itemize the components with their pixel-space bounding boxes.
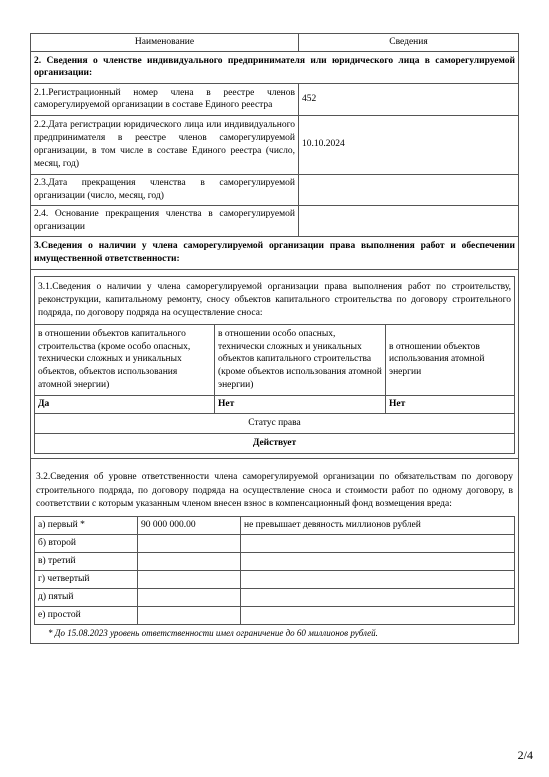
level-label: в) третий	[35, 553, 138, 571]
table-row	[31, 115, 519, 174]
level-label: б) второй	[35, 535, 138, 553]
row-value	[299, 174, 519, 205]
level-desc	[241, 553, 515, 571]
rights-title-row	[35, 276, 515, 324]
section2-title-row	[31, 51, 519, 83]
rights-values-row	[35, 395, 515, 413]
header-info: Сведения	[299, 34, 519, 52]
rights-value-1: Да	[35, 395, 215, 413]
level-label: е) простой	[35, 607, 138, 625]
level-desc	[241, 535, 515, 553]
status-value-row	[35, 433, 515, 453]
level-desc	[241, 607, 515, 625]
document-page	[30, 33, 519, 644]
level-label: г) четвертый	[35, 571, 138, 589]
subsection31-title: 3.1.Сведения о наличии у члена саморегулируемой организации права выполнения работ по строительству, реконструкции, капитальному ремонту, сносу объектов капитального строительства по договору строительного подряда, по договору подряда на осуществление сноса:	[35, 276, 515, 324]
rights-value-2: Нет	[215, 395, 386, 413]
level-label: д) пятый	[35, 589, 138, 607]
rights-col-2: в отношении особо опасных, технически сложных и уникальных объектов капитального строительства (кроме объектов использования атомной энергии)	[215, 324, 386, 395]
subsection32-row	[31, 458, 519, 643]
level-amount	[138, 535, 241, 553]
row-label: 2.2.Дата регистрации юридического лица или индивидуального предпринимателя в реестре членов саморегулируемой организации, в том числе в составе Единого реестра (число, месяц, год)	[31, 115, 299, 174]
level-amount	[138, 553, 241, 571]
rights-cols-row	[35, 324, 515, 395]
subsection31	[31, 269, 519, 458]
section2-title: 2. Сведения о членстве индивидуального предпринимателя или юридического лица в саморегулируемой организации:	[31, 51, 519, 83]
footnote: * До 15.08.2023 уровень ответственности имел ограничение до 60 миллионов рублей.	[48, 628, 378, 639]
header-name: Наименование	[31, 34, 299, 52]
status-label-row	[35, 413, 515, 433]
table-row	[35, 607, 515, 625]
level-label: а) первый *	[35, 517, 138, 535]
level-desc	[241, 589, 515, 607]
subsection32-title: 3.2.Сведения об уровне ответственности члена саморегулируемой организации по обязательствам по договору строительного подряда, по договору подряда на осуществление сноса и стоимости работ по одному договору, в соответствии с которым указанным членом внесен взнос в компенсационный фонд возмещения вреда:	[36, 471, 513, 510]
row-value	[299, 205, 519, 236]
main-table	[30, 33, 519, 644]
liability-table	[34, 516, 515, 625]
table-row	[31, 205, 519, 236]
rights-col-1: в отношении объектов капитального строительства (кроме особо опасных, технически сложных и уникальных объектов, объектов использования атомной энергии)	[35, 324, 215, 395]
level-amount	[138, 607, 241, 625]
section3-title: 3.Сведения о наличии у члена саморегулируемой организации права выполнения работ и обеспечении имущественной ответственности:	[31, 236, 519, 269]
table-row	[35, 553, 515, 571]
table-row	[35, 517, 515, 535]
level-amount	[138, 571, 241, 589]
level-amount	[138, 589, 241, 607]
table-row	[35, 535, 515, 553]
rights-table	[34, 276, 515, 454]
level-amount: 90 000 000.00	[138, 517, 241, 535]
subsection31-row	[31, 269, 519, 458]
table-row	[31, 83, 519, 115]
table-row	[35, 571, 515, 589]
level-desc	[241, 571, 515, 589]
table-header-row	[31, 34, 519, 52]
rights-col-3: в отношении объектов использования атомной энергии	[386, 324, 515, 395]
row-label: 2.3.Дата прекращения членства в саморегулируемой организации (число, месяц, год)	[31, 174, 299, 205]
row-label: 2.4. Основание прекращения членства в саморегулируемой организации	[31, 205, 299, 236]
subsection32	[31, 458, 519, 643]
table-row	[35, 589, 515, 607]
row-value: 10.10.2024	[299, 115, 519, 174]
table-row	[31, 174, 519, 205]
level-desc: не превышает девяность миллионов рублей	[241, 517, 515, 535]
page-number: 2/4	[517, 748, 533, 762]
status-value: Действует	[35, 433, 515, 453]
section3-title-row	[31, 236, 519, 269]
row-label: 2.1.Регистрационный номер члена в реестре членов саморегулируемой организации в составе Единого реестра	[31, 83, 299, 115]
status-label: Статус права	[35, 413, 515, 433]
rights-value-3: Нет	[386, 395, 515, 413]
row-value: 452	[299, 83, 519, 115]
